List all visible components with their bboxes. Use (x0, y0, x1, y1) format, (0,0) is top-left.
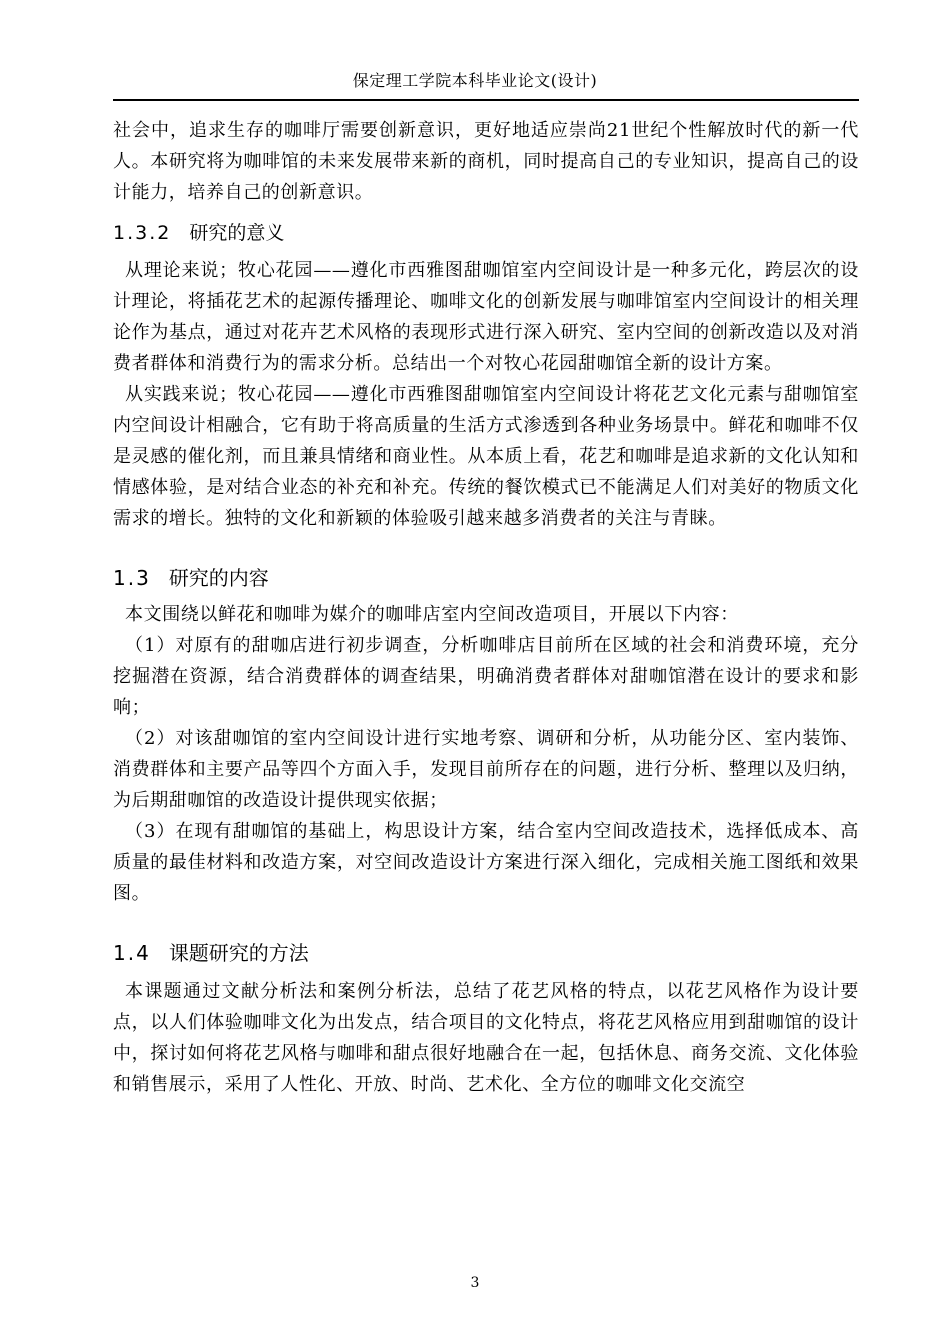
paragraph: 本文围绕以鲜花和咖啡为媒介的咖啡店室内空间改造项目，开展以下内容： (125, 604, 739, 625)
section-heading-1-3 (113, 562, 859, 594)
section-heading-1-3-2 (113, 218, 859, 248)
paragraph: 本课题通过文献分析法和案例分析法，总结了花艺风格的特点，以花艺风格作为设计要点，以人们体验咖啡文化为出发点，结合项目的文化特点，将花艺风格应用到甜咖馆的设计中，探讨如何将花艺风格与咖啡和甜点很好地融合在一起，包括休息、商务交流、文化体验和销售展示，采用了人性化、开放、时尚、艺术化、全方位的咖啡文化交流空 (113, 981, 859, 1095)
document-body (113, 115, 859, 1100)
section-heading-1-4 (113, 937, 859, 969)
section-title: 研究的内容 (168, 566, 269, 590)
list-item: （3）在现有甜咖馆的基础上，构思设计方案，结合室内空间改造技术，选择低成本、高质量的最佳材料和改造方案，对空间改造设计方案进行深入细化，完成相关施工图纸和效果图。 (113, 821, 859, 904)
paragraph: 从理论来说；牧心花园——遵化市西雅图甜咖馆室内空间设计是一种多元化，跨层次的设计理论，将插花艺术的起源传播理论、咖啡文化的创新发展与咖啡馆室内空间设计的相关理论作为基点，通过对花卉艺术风格的表现形式进行深入研究、室内空间的创新改造以及对消费者群体和消费行为的需求分析。总结出一个对牧心花园甜咖馆全新的设计方案。 (113, 260, 859, 374)
section-number: 1.3.2 (113, 222, 172, 244)
paragraph: 从实践来说；牧心花园——遵化市西雅图甜咖馆室内空间设计将花艺文化元素与甜咖馆室内空间设计相融合，它有助于将高质量的生活方式渗透到各种业务场景中。鲜花和咖啡不仅是灵感的催化剂，而且兼具情绪和商业性。从本质上看，花艺和咖啡是追求新的文化认知和情感体验，是对结合业态的补充和补充。传统的餐饮模式已不能满足人们对美好的物质文化需求的增长。独特的文化和新颖的体验吸引越来越多消费者的关注与青睐。 (113, 384, 859, 529)
section-title: 课题研究的方法 (168, 941, 309, 965)
list-item: （2）对该甜咖馆的室内空间设计进行实地考察、调研和分析，从功能分区、室内装饰、消费群体和主要产品等四个方面入手，发现目前所存在的问题，进行分析、整理以及归纳，为后期甜咖馆的改造设计提供现实依据； (113, 728, 859, 811)
section-title: 研究的意义 (189, 222, 285, 244)
section-number: 1.4 (113, 941, 151, 965)
header-divider (113, 99, 859, 101)
page-header: 保定理工学院本科毕业论文(设计) (352, 71, 598, 90)
list-item: （1）对原有的甜咖店进行初步调查，分析咖啡店目前所在区域的社会和消费环境，充分挖掘潜在资源，结合消费群体的调查结果，明确消费者群体对甜咖馆潜在设计的要求和影响； (113, 635, 859, 718)
page-number: 3 (470, 1275, 480, 1291)
intro-paragraph: 社会中，追求生存的咖啡厅需要创新意识，更好地适应崇尚21世纪个性解放时代的新一代人。本研究将为咖啡馆的未来发展带来新的商机，同时提高自己的专业知识，提高自己的设计能力，培养自己的创新意识。 (113, 120, 859, 203)
section-number: 1.3 (113, 566, 151, 590)
